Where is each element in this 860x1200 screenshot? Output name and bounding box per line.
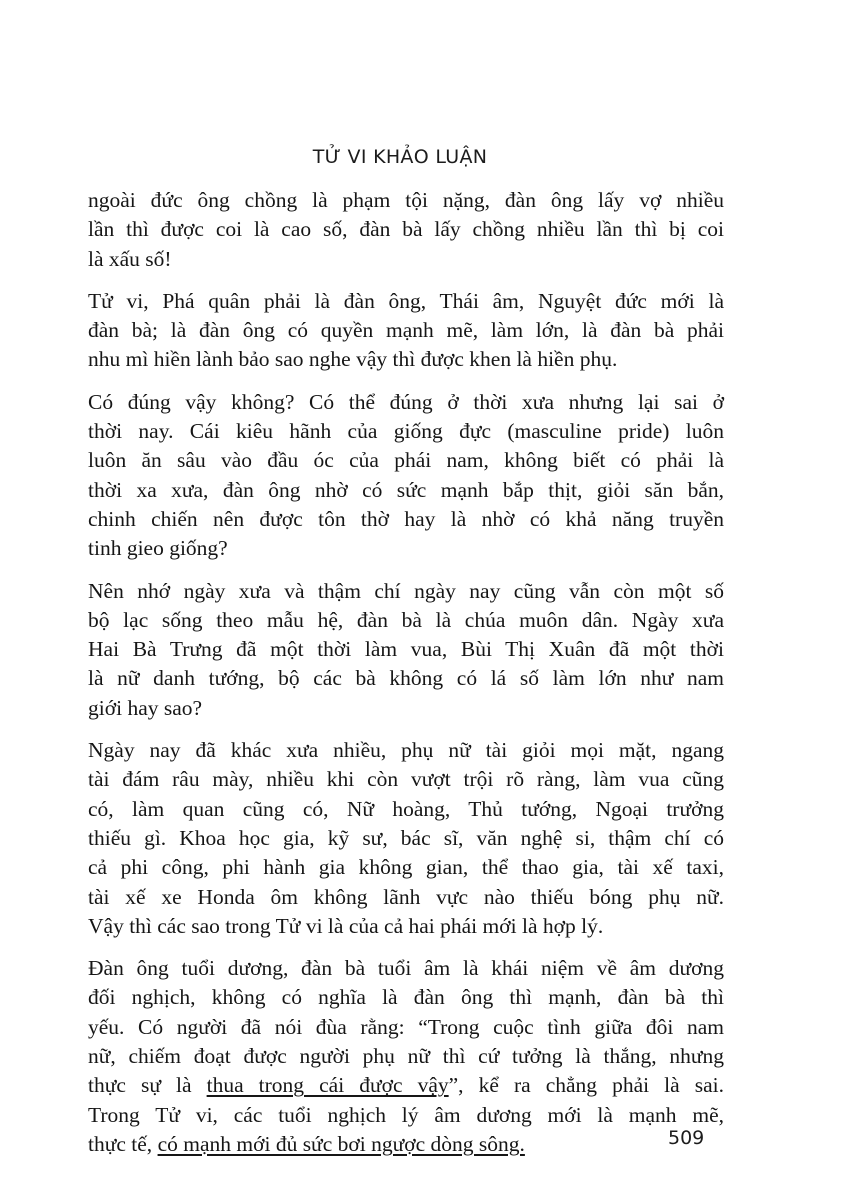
text-line: Tử vi, Phá quân phải là đàn ông, Thái âm, Nguyệt đức mới là — [88, 288, 724, 313]
text-line: yếu. Có người đã nói đùa rằng: “Trong cuộc tình giữa đôi nam — [88, 1014, 724, 1039]
paragraph-5 — [88, 736, 724, 941]
text-line: Đàn ông tuổi dương, đàn bà tuổi âm là khái niệm về âm dương — [88, 956, 724, 981]
text-line: cả phi công, phi hành gia không gian, thể thao gia, tài xế taxi, — [88, 855, 724, 880]
text-line: chinh chiến nên được tôn thờ hay là nhờ có khả năng truyền — [88, 506, 724, 531]
text-line: thời nay. Cái kiêu hãnh của giống đực (masculine pride) luôn — [88, 419, 724, 444]
text-segment: thực tế, — [88, 1131, 158, 1156]
text-segment: ”, kể ra chẳng phải là sai. — [448, 1073, 724, 1098]
text-line: tinh gieo giống? — [88, 536, 228, 561]
page-number: 509 — [668, 1127, 705, 1149]
text-line: Ngày nay đã khác xưa nhiều, phụ nữ tài giỏi mọi mặt, ngang — [88, 738, 724, 763]
text-line: nữ, chiếm đoạt được người phụ nữ thì cứ tưởng là thắng, nhưng — [88, 1044, 724, 1069]
underlined-phrase: có mạnh mới đủ sức bơi ngược dòng sông. — [157, 1131, 525, 1156]
text-line: lần thì được coi là cao số, đàn bà lấy chồng nhiều lần thì bị coi — [88, 217, 724, 242]
paragraph-2 — [88, 287, 724, 375]
text-line-with-underline — [88, 1071, 724, 1100]
paragraph-4 — [88, 577, 724, 723]
running-head: TỬ VI KHẢO LUẬN — [312, 146, 488, 168]
text-line: đối nghịch, không có nghĩa là đàn ông thì mạnh, đàn bà thì — [88, 985, 724, 1010]
text-line: nhu mì hiền lành bảo sao nghe vậy thì được khen là hiền phụ. — [88, 347, 618, 372]
text-line: Vậy thì các sao trong Tử vi là của cả hai phái mới là hợp lý. — [88, 913, 604, 938]
body-text — [88, 186, 724, 1172]
text-line: đàn bà; là đàn ông có quyền mạnh mẽ, làm lớn, là đàn bà phải — [88, 318, 724, 343]
text-line: là nữ danh tướng, bộ các bà không có lá số làm lớn như nam — [88, 666, 724, 691]
text-line: tài xế xe Honda ôm không lãnh vực nào thiếu bóng phụ nữ. — [88, 884, 724, 909]
text-line: tài đám râu mày, nhiều khi còn vượt trội rõ ràng, làm vua cũng — [88, 767, 724, 792]
text-line: thiếu gì. Khoa học gia, kỹ sư, bác sĩ, văn nghệ si, thậm chí có — [88, 825, 724, 850]
text-line: ngoài đức ông chồng là phạm tội nặng, đàn ông lấy vợ nhiều — [88, 188, 724, 212]
text-line: Nên nhớ ngày xưa và thậm chí ngày nay cũng vẫn còn một số — [88, 578, 724, 603]
text-line: có, làm quan cũng có, Nữ hoàng, Thủ tướng, Ngoại trưởng — [88, 796, 724, 821]
text-line: luôn ăn sâu vào đầu óc của phái nam, không biết có phải là — [88, 448, 724, 473]
text-line: Trong Tử vi, các tuổi nghịch lý âm dương mới là mạnh mẽ, — [88, 1102, 724, 1127]
paragraph-3 — [88, 388, 724, 564]
text-segment: thực sự là — [88, 1073, 207, 1098]
text-line: Có đúng vậy không? Có thể đúng ở thời xưa nhưng lại sai ở — [88, 389, 724, 414]
text-line: giới hay sao? — [88, 695, 203, 720]
text-line-with-underline — [88, 1130, 724, 1159]
paragraph-1 — [88, 186, 724, 274]
text-line: Hai Bà Trưng đã một thời làm vua, Bùi Thị Xuân đã một thời — [88, 637, 724, 662]
text-line: thời xa xưa, đàn ông nhờ có sức mạnh bắp thịt, giỏi săn bắn, — [88, 477, 724, 502]
text-line: là xấu số! — [88, 246, 172, 271]
underlined-phrase: thua trong cái được vậy — [206, 1073, 449, 1098]
text-line: bộ lạc sống theo mẫu hệ, đàn bà là chúa muôn dân. Ngày xưa — [88, 607, 724, 632]
paragraph-6 — [88, 954, 724, 1159]
